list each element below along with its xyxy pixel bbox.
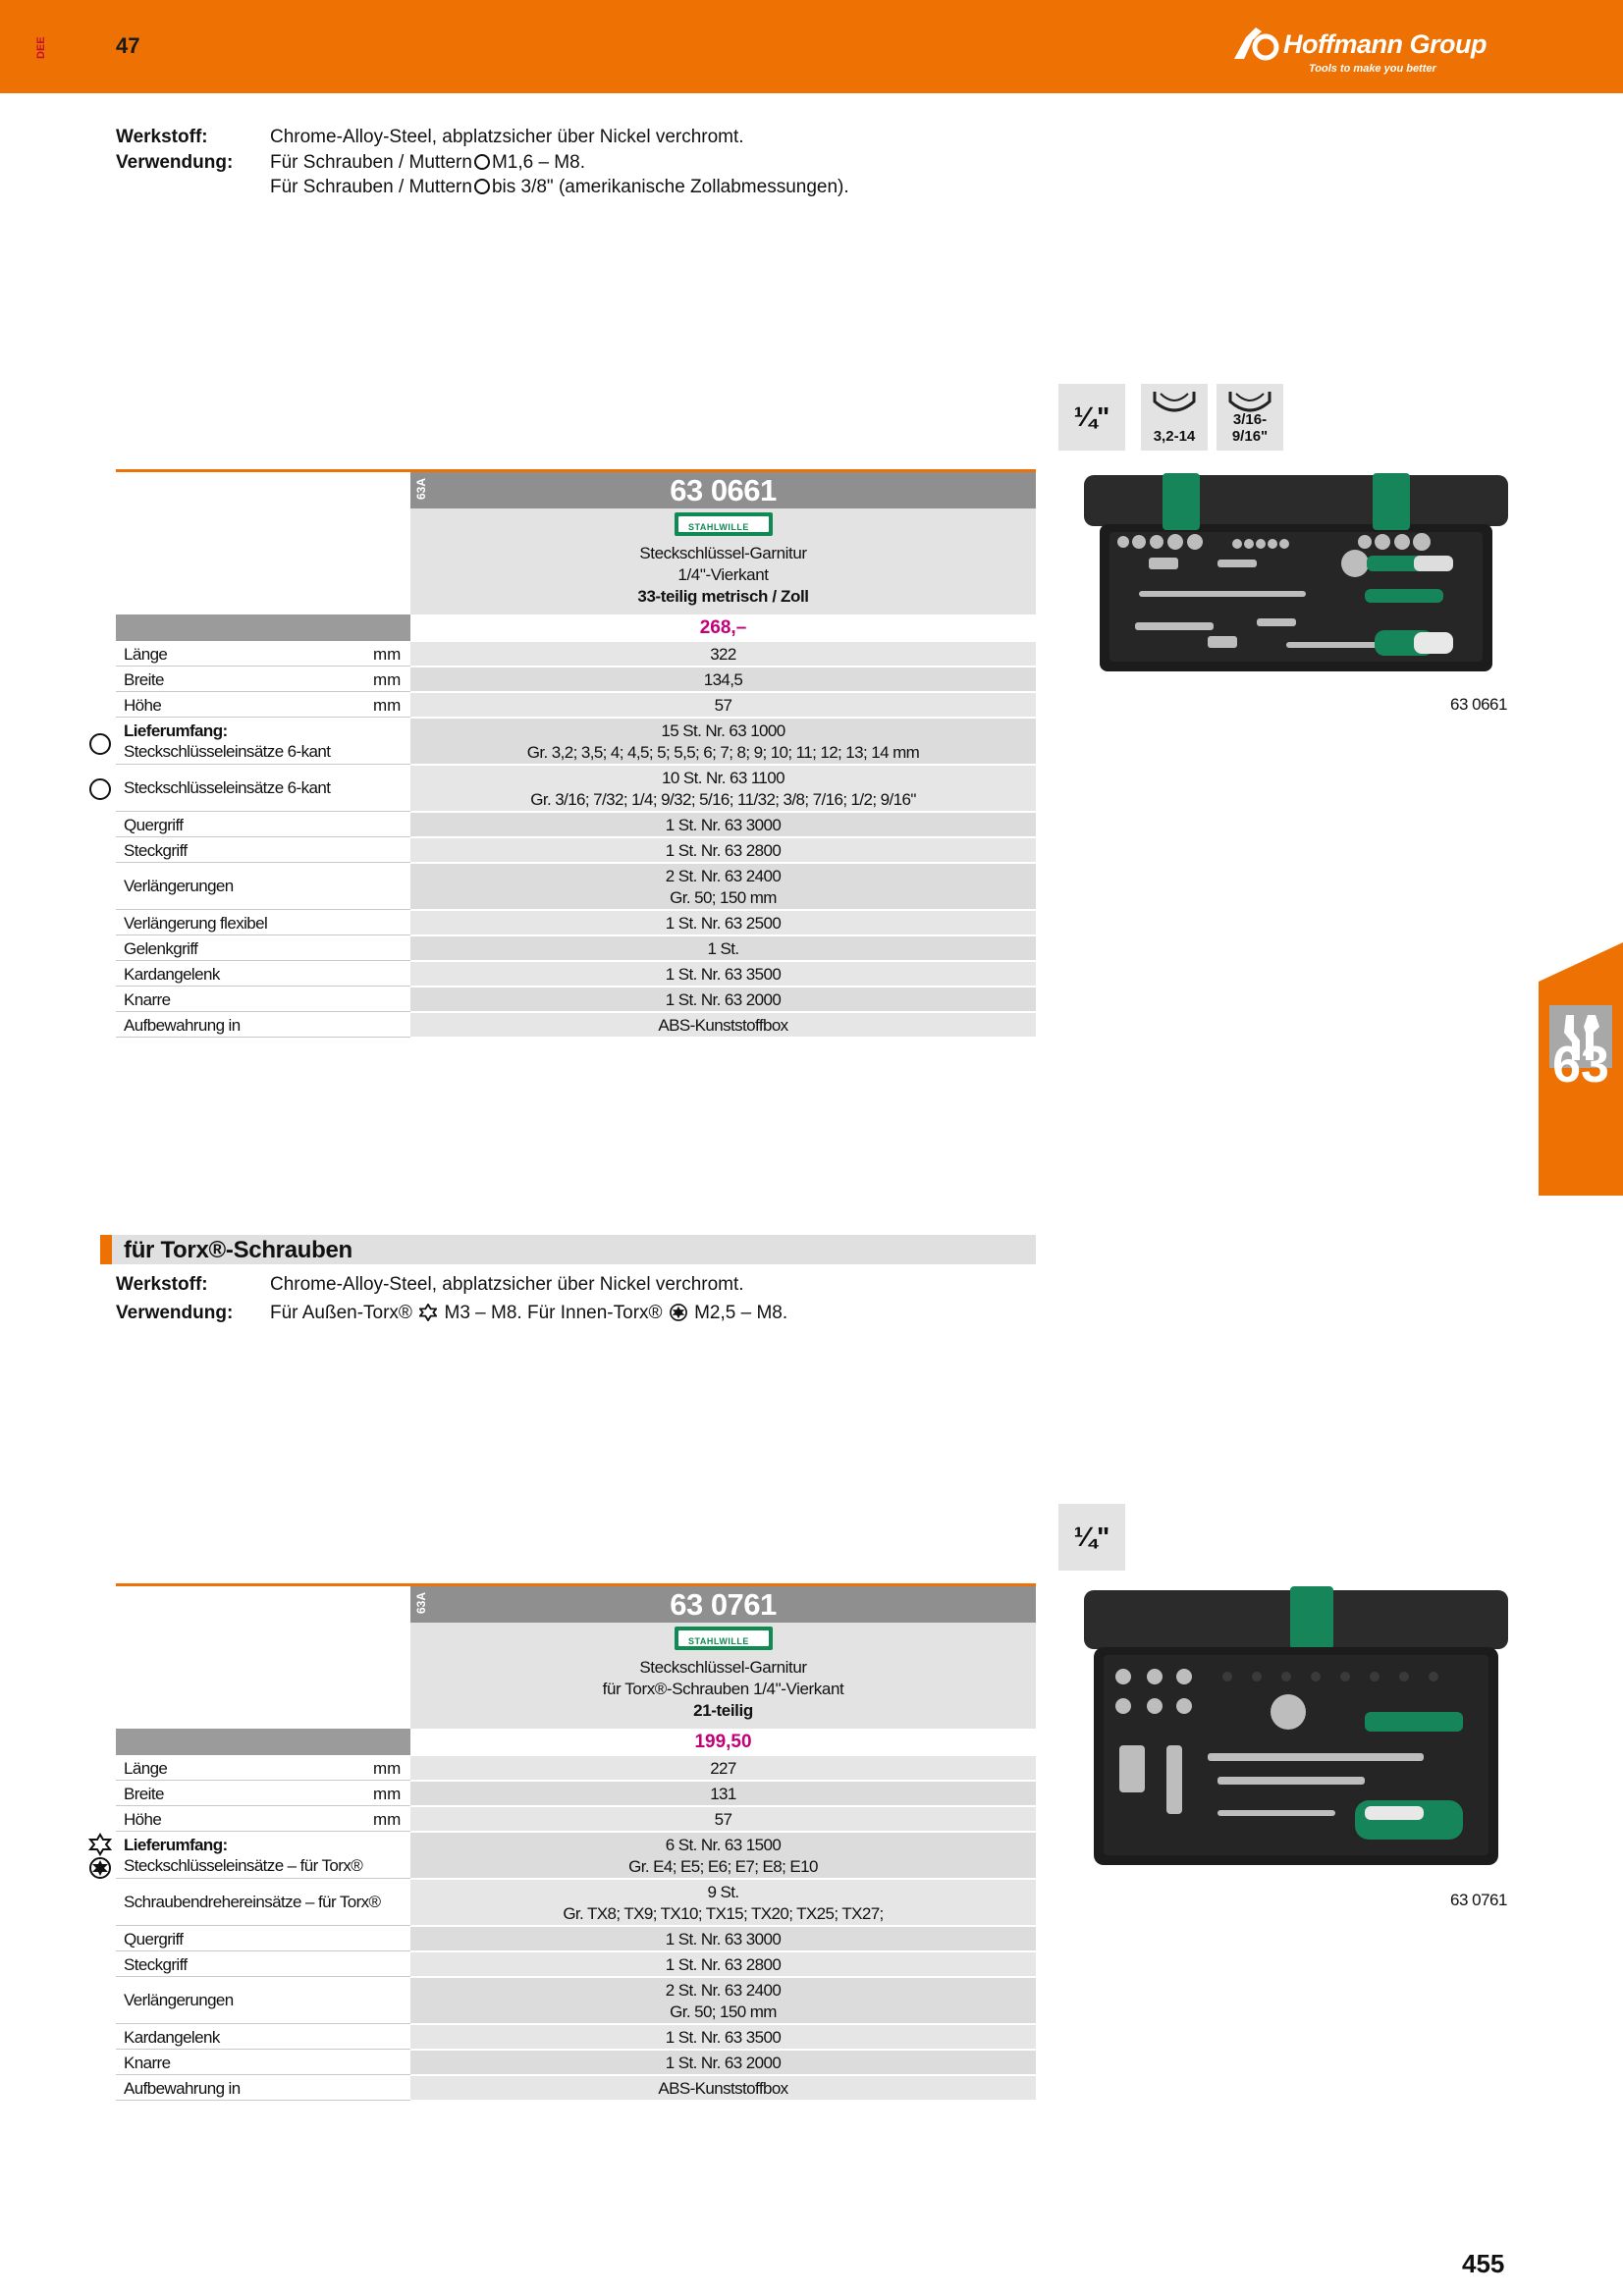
table-row: Höhe mm 57	[116, 692, 1036, 718]
table-row: Verlängerungen 2 St. Nr. 63 2400 Gr. 50; 150 mm	[116, 863, 1036, 910]
table-row: Schraubendrehereinsätze – für Torx® 9 St. Gr. TX8; TX9; TX10; TX15; TX20; TX25; TX27;	[116, 1879, 1036, 1926]
table-row: Kardangelenk 1 St. Nr. 63 3500	[116, 961, 1036, 987]
socket-inch-badge	[1217, 384, 1283, 451]
row-value: 322	[410, 642, 1036, 667]
verwendung-range-2: bis 3/8" (amerikanische Zollabmessungen).	[491, 177, 849, 197]
chapter-number: 63	[1552, 1037, 1609, 1094]
row-unit: mm	[373, 645, 402, 664]
table-row: Höhe mm 57	[116, 1806, 1036, 1832]
torx-internal-icon	[88, 1856, 112, 1880]
spec-block-2: Werkstoff: Chrome-Alloy-Steel, abplatzsicher über Nickel verchromt. Verwendung: Für Außen-Torx® M3 – M8. Für Innen-Torx® M2,5 – M8.	[116, 1272, 787, 1326]
hex-nut-icon	[474, 179, 490, 194]
table-row: Gelenkgriff 1 St.	[116, 935, 1036, 961]
table-row: Aufbewahrung in ABS-Kunststoffbox	[116, 1012, 1036, 1038]
section-title: für Torx®-Schrauben	[124, 1237, 352, 1263]
product-group-tag: 63A	[414, 1592, 428, 1615]
product-number: 63 0761	[410, 1586, 1036, 1623]
table-row: Steckschlüsseleinsätze 6-kant 10 St. Nr. 63 1100 Gr. 3/16; 7/32; 1/4; 9/32; 5/16; 11/32; 3/8; 7/16; 1/2; 9/16"	[116, 765, 1036, 812]
row-label: Länge	[124, 645, 168, 664]
socket-profile-icon	[1153, 390, 1196, 419]
section-heading-torx	[100, 1235, 1036, 1264]
product-header	[410, 1586, 1036, 1729]
price-row	[116, 614, 1036, 641]
product-table-63-0761	[116, 1583, 1036, 2104]
language-code: DEE	[35, 36, 47, 59]
table-row: Lieferumfang: Steckschlüsseleinsätze 6-kant 15 St. Nr. 63 1000 Gr. 3,2; 3,5; 4; 4,5; 5; 5,5; 6; 7; 8; 9; 10; 11; 12; 13; 14 mm	[116, 718, 1036, 765]
table-row: Quergriff 1 St. Nr. 63 3000	[116, 812, 1036, 837]
werkstoff-label: Werkstoff:	[116, 1274, 208, 1295]
verwendung-text-2: Für Schrauben / Muttern	[270, 177, 472, 197]
product-title: Steckschlüssel-Garnitur	[639, 544, 807, 562]
werkstoff-value: Chrome-Alloy-Steel, abplatzsicher über Nickel verchromt.	[270, 1274, 744, 1295]
werkstoff-value: Chrome-Alloy-Steel, abplatzsicher über Nickel verchromt.	[270, 127, 744, 147]
stahlwille-logo: STAHLWILLE	[675, 1627, 773, 1650]
verwendung-text: Für Schrauben / Muttern	[270, 152, 472, 173]
torx-external-icon	[419, 1304, 437, 1321]
table-row: Knarre 1 St. Nr. 63 2000	[116, 2050, 1036, 2075]
catalog-page-number: 47	[116, 33, 140, 58]
product-title: Steckschlüssel-Garnitur	[639, 1658, 807, 1677]
torx-external-icon	[88, 1833, 112, 1856]
table-row: Verlängerung flexibel 1 St. Nr. 63 2500	[116, 910, 1036, 935]
product-number: 63 0661	[410, 472, 1036, 508]
photo-caption: 63 0761	[1450, 1891, 1507, 1909]
price-row	[116, 1729, 1036, 1755]
table-row: Steckgriff 1 St. Nr. 63 2800	[116, 837, 1036, 863]
table-row: Kardangelenk 1 St. Nr. 63 3500	[116, 2024, 1036, 2050]
table-row: Verlängerungen 2 St. Nr. 63 2400 Gr. 50; 150 mm	[116, 1977, 1036, 2024]
product-subtitle: für Torx®-Schrauben 1/4"-Vierkant	[602, 1680, 844, 1698]
product-price: 268,–	[410, 614, 1036, 641]
chapter-tab	[1539, 942, 1623, 1196]
drive-size-badge: ¼"	[1058, 1504, 1125, 1571]
table-row: Aufbewahrung in ABS-Kunststoffbox	[116, 2075, 1036, 2101]
brand-tagline: Tools to make you better	[1309, 63, 1436, 75]
header-bar	[0, 0, 1623, 93]
table-row: Länge mm 227	[116, 1755, 1036, 1781]
table-row: Quergriff 1 St. Nr. 63 3000	[116, 1926, 1036, 1951]
table-row: Breite mm 134,5	[116, 667, 1036, 692]
brand-logo	[1232, 24, 1507, 79]
table-row: Knarre 1 St. Nr. 63 2000	[116, 987, 1036, 1012]
table-row: Steckgriff 1 St. Nr. 63 2800	[116, 1951, 1036, 1977]
page-number: 455	[1462, 2249, 1505, 2278]
verwendung-label: Verwendung:	[116, 152, 234, 173]
product-photo-63-0761	[1080, 1584, 1512, 1879]
socket-metric-label: 3,2-14	[1153, 428, 1196, 445]
product-photo-63-0661	[1080, 469, 1512, 687]
product-price: 199,50	[410, 1729, 1036, 1755]
spec-block-1	[116, 125, 849, 200]
hex-nut-icon	[88, 777, 112, 801]
verwendung-label: Verwendung:	[116, 1303, 234, 1323]
table-row	[116, 641, 1036, 667]
product-variant: 33-teilig metrisch / Zoll	[637, 587, 809, 606]
table-row: Breite mm 131	[116, 1781, 1036, 1806]
stahlwille-logo: STAHLWILLE	[675, 512, 773, 536]
drive-size-badge: ¼"	[1058, 384, 1125, 451]
photo-caption: 63 0661	[1450, 695, 1507, 714]
product-variant: 21-teilig	[693, 1701, 753, 1720]
socket-inch-label: 3/16-9/16"	[1231, 411, 1269, 445]
torx-internal-icon	[670, 1304, 687, 1321]
table-row: Lieferumfang: Steckschlüsseleinsätze – für Torx® 6 St. Nr. 63 1500 Gr. E4; E5; E6; E7; E8; E10	[116, 1832, 1036, 1879]
socket-metric-badge	[1141, 384, 1208, 451]
werkstoff-label: Werkstoff:	[116, 127, 208, 147]
brand-name: Hoffmann Group	[1283, 29, 1487, 59]
product-header	[410, 472, 1036, 614]
hoffmann-logo-icon	[1232, 24, 1283, 63]
hex-nut-icon	[88, 732, 112, 756]
product-subtitle: 1/4"-Vierkant	[677, 565, 769, 584]
verwendung-range: M1,6 – M8.	[491, 152, 585, 173]
product-group-tag: 63A	[414, 478, 428, 501]
product-table-63-0661	[116, 469, 1036, 1039]
hex-nut-icon	[474, 154, 490, 170]
